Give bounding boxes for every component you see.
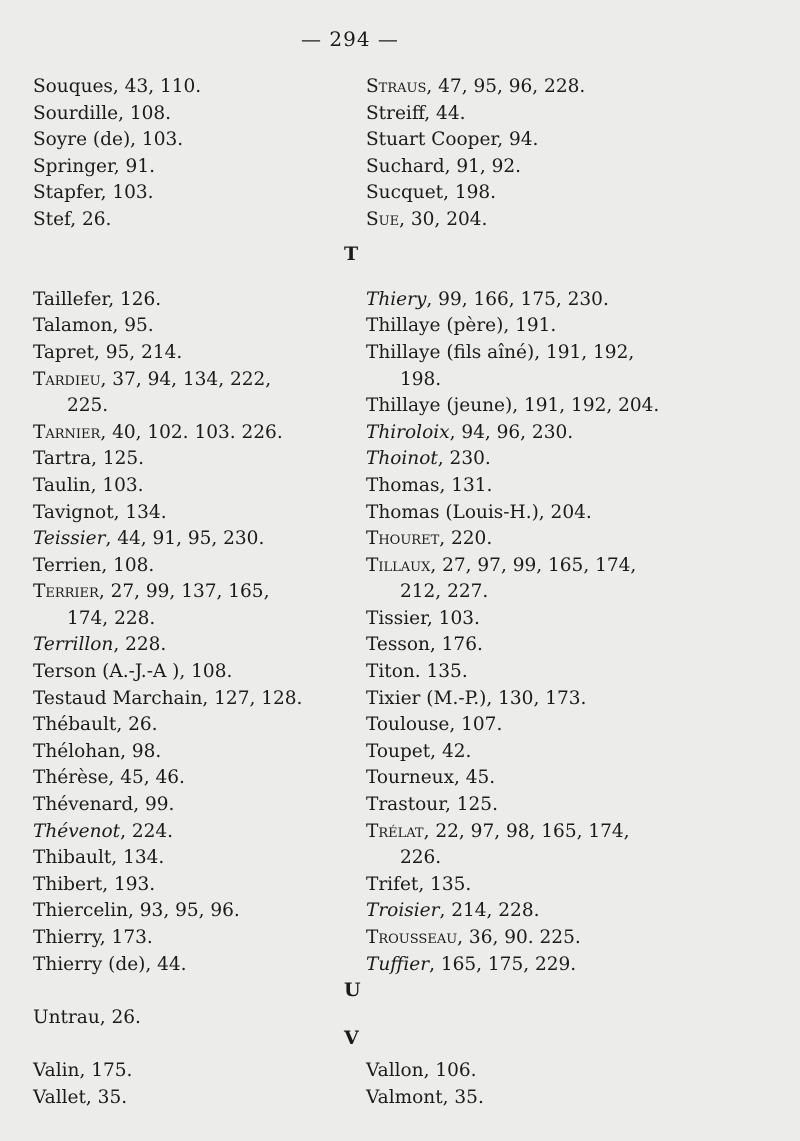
entry-name: Thoinot: [366, 448, 438, 470]
entry-pages: , 30, 204.: [399, 208, 488, 230]
index-entry: Thévenard, 99.: [33, 794, 175, 816]
entry-pages: , 37, 94, 134, 222,: [100, 368, 272, 390]
entry-pages: , 27, 97, 99, 165, 174,: [430, 554, 637, 576]
index-entry-continuation: 226.: [400, 847, 442, 869]
index-entry: Titon. 135.: [366, 661, 468, 683]
entry-pages: , 220.: [439, 528, 493, 550]
index-entry: Valin, 175.: [33, 1059, 133, 1081]
index-entry: [366, 952, 686, 979]
entry-name: Thouret: [366, 528, 440, 550]
index-entry-continuation: 212, 227.: [400, 581, 489, 603]
index-entry: [366, 526, 686, 553]
index-entry: Thillaye (jeune), 191, 192, 204.: [366, 395, 660, 417]
index-entry: Taillefer, 126.: [33, 288, 162, 310]
index-entry: Tapret, 95, 214.: [33, 341, 183, 363]
index-entry: Thébault, 26.: [33, 714, 158, 736]
entry-name: Straus: [366, 76, 427, 97]
index-entry: Streiff, 44.: [366, 102, 466, 124]
index-entry: Tixier (M.-P.), 130, 173.: [366, 687, 587, 709]
index-entry: Vallet, 35.: [33, 1086, 128, 1108]
index-entry: [366, 420, 686, 447]
entry-name: Tardieu: [33, 368, 101, 390]
entry-pages: , 47, 95, 96, 228.: [426, 76, 586, 97]
index-entry: Trifet, 135.: [366, 873, 472, 895]
entry-pages: , 94, 96, 230.: [449, 421, 574, 443]
index-entry: Toupet, 42.: [366, 740, 472, 762]
index-entry: Tissier, 103.: [366, 607, 480, 629]
section-letter-t: T: [344, 243, 359, 265]
entry-pages: , 44, 91, 95, 230.: [105, 528, 265, 550]
index-entry: Valmont, 35.: [366, 1086, 484, 1108]
index-entry: Vallon, 106.: [366, 1059, 477, 1081]
index-entry: [366, 553, 686, 580]
index-entry: Tartra, 125.: [33, 448, 145, 470]
entry-name: Trousseau: [366, 927, 458, 948]
index-entry-continuation: 174, 228.: [67, 607, 156, 629]
index-entry: [366, 925, 686, 952]
entry-name: Tarnier: [33, 421, 101, 443]
index-entry: [33, 579, 343, 606]
index-entry: [33, 526, 343, 553]
index-column-right: [366, 74, 686, 1111]
index-entry: Thélohan, 98.: [33, 740, 162, 762]
index-entry: Toulouse, 107.: [366, 714, 503, 736]
entry-name: Tuffier: [366, 953, 430, 975]
index-entry: Tavignot, 134.: [33, 501, 167, 523]
index-entry: Thillaye (fils aîné), 191, 192,: [366, 341, 635, 363]
entry-pages: , 230.: [437, 448, 491, 470]
entry-name: Troisier: [366, 900, 440, 922]
index-entry: Stuart Cooper, 94.: [366, 129, 539, 151]
index-entry: [366, 819, 686, 846]
index-entry: Thiercelin, 93, 95, 96.: [33, 900, 240, 922]
index-entry: [366, 74, 686, 101]
index-entry: [33, 367, 343, 394]
index-entry: Tesson, 176.: [366, 634, 483, 656]
entry-pages: , 228.: [113, 634, 167, 656]
index-entry: Thomas, 131.: [366, 474, 493, 496]
entry-name: Thiery: [366, 288, 427, 310]
index-entry: Soyre (de), 103.: [33, 129, 184, 151]
entry-pages: , 99, 166, 175, 230.: [426, 288, 609, 310]
index-entry: [366, 898, 686, 925]
index-entry: [33, 420, 343, 447]
entry-pages: , 214, 228.: [439, 900, 540, 922]
index-entry: Thibert, 193.: [33, 873, 156, 895]
index-entry: Stapfer, 103.: [33, 182, 154, 204]
entry-name: Teissier: [33, 528, 106, 550]
index-entry: [366, 207, 686, 234]
page-number: — 294 —: [301, 27, 399, 51]
index-entry: [366, 287, 686, 314]
index-entry: [33, 819, 343, 846]
index-entry: Untrau, 26.: [33, 1006, 141, 1028]
index-entry: Terrien, 108.: [33, 554, 155, 576]
index-entry: Talamon, 95.: [33, 315, 154, 337]
index-entry: Springer, 91.: [33, 155, 155, 177]
index-entry: Taulin, 103.: [33, 474, 144, 496]
index-entry: Thierry (de), 44.: [33, 953, 187, 975]
index-entry: Souques, 43, 110.: [33, 76, 202, 97]
index-entry: Testaud Marchain, 127, 128.: [33, 687, 303, 709]
entry-name: Thiroloix: [366, 421, 450, 443]
section-letter-v: V: [344, 1027, 359, 1049]
entry-pages: , 36, 90. 225.: [457, 927, 581, 948]
entry-pages: , 40, 102. 103. 226.: [100, 421, 283, 443]
section-letter-u: U: [344, 979, 361, 1001]
index-entry: Suchard, 91, 92.: [366, 155, 522, 177]
entry-name: Terrier: [33, 581, 99, 603]
entry-name: Thévenot: [33, 820, 121, 842]
entry-pages: , 22, 97, 98, 165, 174,: [423, 820, 630, 842]
index-entry: Thierry, 173.: [33, 927, 153, 948]
entry-name: Tillaux: [366, 554, 431, 576]
index-entry: Trastour, 125.: [366, 794, 498, 816]
entry-name: Sue: [366, 208, 400, 230]
index-entry: Sourdille, 108.: [33, 102, 172, 124]
index-entry: Thérèse, 45, 46.: [33, 767, 185, 789]
index-column-left: [33, 74, 343, 1111]
index-entry: Terson (A.-J.-A ), 108.: [33, 661, 233, 683]
index-entry: Tourneux, 45.: [366, 767, 496, 789]
index-entry-continuation: 225.: [67, 395, 109, 417]
index-entry: [33, 632, 343, 659]
index-entry: Thillaye (père), 191.: [366, 315, 557, 337]
entry-name: Trélat: [366, 820, 424, 842]
index-entry: Thibault, 134.: [33, 847, 165, 869]
index-entry: Thomas (Louis-H.), 204.: [366, 501, 592, 523]
index-entry: [366, 446, 686, 473]
index-entry-continuation: 198.: [400, 368, 442, 390]
entry-pages: , 224.: [120, 820, 174, 842]
entry-pages: , 165, 175, 229.: [429, 953, 577, 975]
entry-pages: , 27, 99, 137, 165,: [98, 581, 270, 603]
entry-name: Terrillon: [33, 634, 114, 656]
index-entry: Sucquet, 198.: [366, 182, 497, 204]
index-entry: Stef, 26.: [33, 208, 112, 230]
